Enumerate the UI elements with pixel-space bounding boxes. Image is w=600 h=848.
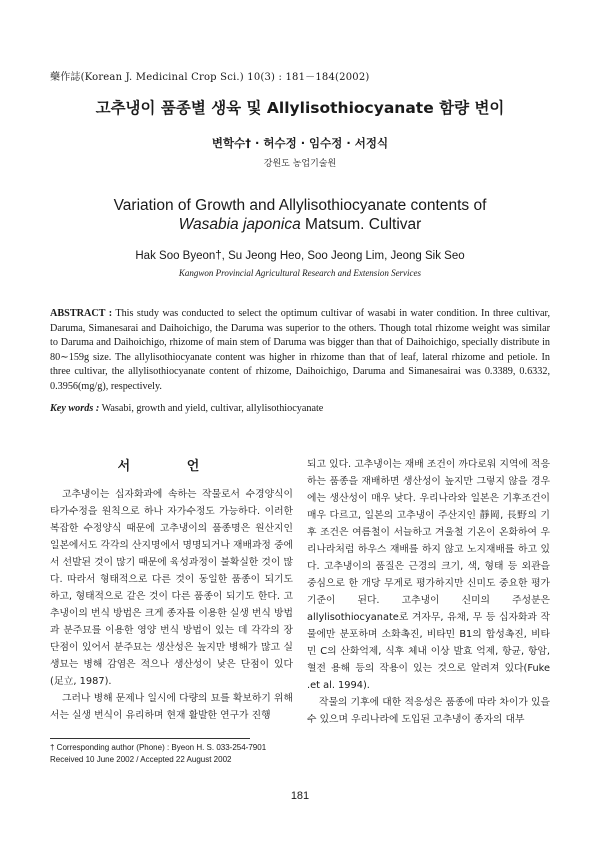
english-authors: Hak Soo Byeon†, Su Jeong Heo, Soo Jeong Lim, Jeong Sik Seo xyxy=(135,250,465,262)
keywords-label: Key words : xyxy=(50,403,100,414)
abstract-label: ABSTRACT : xyxy=(50,308,113,319)
footnote-divider xyxy=(50,738,250,739)
paragraph: 고추냉이는 십자화과에 속하는 작물로서 수경양식이 타가수정을 원칙으로 하나 자가수정도 가능하다. 이러한 복잡한 수정양식 때문에 고추냉이의 품종명은 원산지인 일본에서도 각각의 산지명에서 명명되거나 재배과정 중에서 선발된 것이 많기 때문에 육성과정이 불확실한 것이 많다. 따라서 형태적으로 다른 것이 동일한 품종이 되기도 하고, 형태적으로 같은 것이 다른 품종이 되기도 한다. 고추냉이의 번식 방법은 크게 종자를 이용한 실생 번식 방법과 분주묘를 이용한 영양 번식 방법이 있는 데 각각의 장단점이 있어서 분주묘는 생산성은 높지만 병해가 많고 실생묘는 병해 감염은 적으나 생산성이 낮은 단점이 있다(足立, 1987). xyxy=(50,489,293,687)
page-number: 181 xyxy=(290,790,310,802)
english-title-line2-rest: Matsum. Cultivar xyxy=(300,216,422,233)
paragraph: 작물의 기후에 대한 적응성은 품종에 따라 차이가 있을 수 있으며 우리나라에 도입된 고추냉이 종자의 대부 xyxy=(307,697,550,725)
footnote xyxy=(50,742,266,766)
footnote-contact: † Corresponding author (Phone) : Byeon H. S. 033-254-7901 xyxy=(50,743,267,752)
korean-authors: 변학수† · 허수정 · 임수정 · 서정식 xyxy=(211,136,389,150)
korean-title: 고추냉이 품종별 생육 및 Allylisothiocyanate 함량 변이 xyxy=(95,99,505,117)
english-affiliation: Kangwon Provincial Agricultural Research and Extension Services xyxy=(178,268,422,278)
abstract-text: This study was conducted to select the optimum cultivar of wasabi in water condition. In three cultivar, Daruma, Simanesarai and Daihoichigo, the Daruma was superior to the others. Though total rhizome weight was similar to Daruma and Daihoichigo, rhizome of main stem of Daruma was bigger than that of Daihoichigo, specially distribute in 80∼159g size. The allylisothiocyanate content was higher in rhizome than that of leaf, lateral rhizome and petiole. In three cultivar, the allylisothiocyanate content of rhizome, Daihoichigo, Daruma and Simanesairai was 0.3389, 0.6332, 0.3956(mg/g), respectively. xyxy=(50,308,550,392)
section-heading: 서 언 xyxy=(117,459,226,474)
abstract xyxy=(50,307,550,394)
paragraph: 되고 있다. 고추냉이는 재배 조건이 까다로워 지역에 적응하는 품종을 재배하면 생산성이 높지만 그렇지 않을 경우에는 생산성이 매우 낮다. 우리나라와 일본은 기후조건이 매우 다르고, 일본의 고추냉이 주산지인 靜岡, 長野의 기후 조건은 여름철이 서늘하고 겨울철 기온이 온화하여 우리나라처럼 하우스 재배를 하지 않고 노지재배를 하고 있다. 고추냉이의 품질은 근경의 크기, 색, 형태 등 외관을 중심으로 한 개당 무게로 평가하지만 신미도 중요한 평가 기준이 된다. 고추냉이 신미의 주성분은 allylisothiocyanate로 겨자무, 유채, 무 등 십자화과 작물에만 분포하며 소화촉진, 비타민 B1의 합성촉진, 비타민 C의 산화억제, 식후 체내 이상 발효 억제, 항균, 항암, 혈전 용해 등의 작용이 있는 것으로 알려져 있다(Fuke .et al. 1994). xyxy=(307,459,550,691)
journal-citation: 藥作誌(Korean J. Medicinal Crop Sci.) 10(3) : 181－184(2002) xyxy=(50,72,370,83)
left-column xyxy=(50,486,293,724)
keywords xyxy=(50,403,550,414)
right-column xyxy=(307,456,550,728)
korean-affiliation: 강원도 농업기술원 xyxy=(263,159,337,169)
footnote-dates: Received 10 June 2002 / Accepted 22 August 2002 xyxy=(50,755,232,764)
paragraph: 그러나 병해 문제나 일시에 다량의 묘를 확보하기 위해서는 실생 번식이 유리하며 현재 활발한 연구가 진행 xyxy=(50,693,293,721)
species-name: Wasabia japonica xyxy=(178,216,301,233)
english-title xyxy=(0,196,600,234)
english-title-line1: Variation of Growth and Allylisothiocyanate contents of xyxy=(113,197,487,214)
keywords-text: Wasabi, growth and yield, cultivar, allylisothiocyanate xyxy=(99,403,324,414)
english-title-line2 xyxy=(0,215,600,234)
